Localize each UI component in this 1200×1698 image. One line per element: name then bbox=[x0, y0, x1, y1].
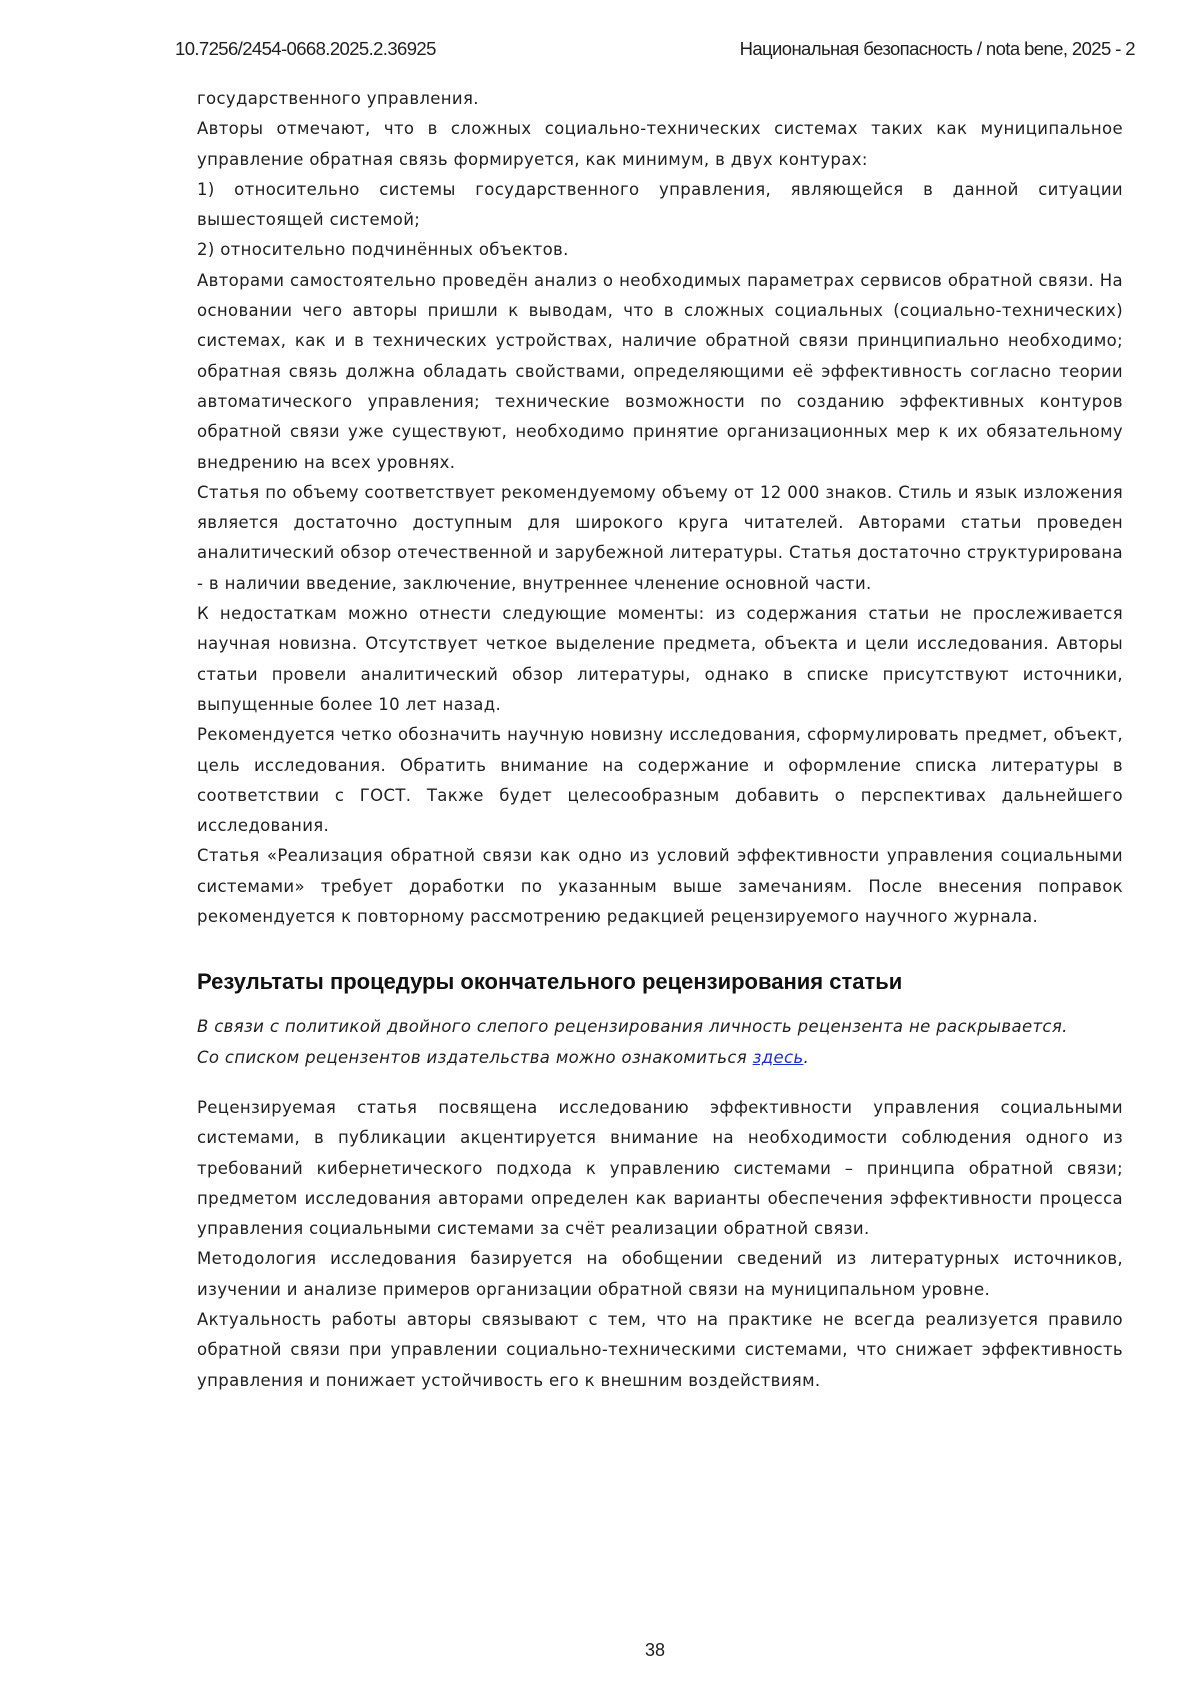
section-heading: Результаты процедуры окончательного рецензирования статьи bbox=[197, 969, 903, 995]
paragraph: Статья «Реализация обратной связи как одно из условий эффективности управления социальными системами» требует доработки по указанным выше замечаниям. После внесения поправок рекомендуется к повторному рассмотрению редакцией рецензируемого научного журнала. bbox=[197, 846, 1123, 927]
paragraph: Методология исследования базируется на обобщении сведений из литературных источников, изучении и анализе примеров организации обратной связи на муниципальном уровне. bbox=[197, 1249, 1123, 1299]
page-number: 38 bbox=[644, 1640, 666, 1660]
review-content bbox=[197, 84, 1123, 1396]
paragraph: К недостаткам можно отнести следующие моменты: из содержания статьи не прослеживается научная новизна. Отсутствует четкое выделение предмета, объекта и цели исследования. Авторы статьи провели аналитический обзор литературы, однако в списке присутствуют источники, выпущенные более 10 лет назад. bbox=[197, 604, 1123, 714]
reviewers-list-notice bbox=[197, 1043, 1123, 1073]
paragraph: Актуальность работы авторы связывают с тем, что на практике не всегда реализуется правило обратной связи при управлении социально-техническими системами, что снижает эффективность управления и понижает устойчивость его к внешним воздействиям. bbox=[197, 1309, 1123, 1390]
reviewers-text-end: . bbox=[803, 1047, 810, 1067]
paragraph: государственного управления. bbox=[197, 89, 479, 108]
journal-issue: Национальная безопасность / nota bene, 2025 - 2 bbox=[739, 38, 1135, 59]
paragraph: Рекомендуется четко обозначить научную новизну исследования, сформулировать предмет, объект, цель исследования. Обратить внимание на содержание и оформление списка литературы в соответствии с ГОСТ. Также будет целесообразным добавить о перспективах дальнейшего исследования. bbox=[197, 725, 1123, 836]
paragraph: Рецензируемая статья посвящена исследованию эффективности управления социальными системами, в публикации акцентируется внимание на необходимости соблюдения одного из требований кибернетического подхода к управлению системами – принципа обратной связи; предметом исследования авторами определен как варианты обеспечения эффективности процесса управления социальными системами за счёт реализации обратной связи. bbox=[197, 1097, 1123, 1239]
paragraph: Статья по объему соответствует рекомендуемому объему от 12 000 знаков. Стиль и язык изложения является достаточно доступным для широкого круга читателей. Авторами статьи проведен аналитический обзор отечественной и зарубежной литературы. Статья достаточно структурирована - в наличии введение, заключение, внутреннее членение основной части. bbox=[197, 482, 1123, 593]
reviewers-text: Со списком рецензентов издательства можно ознакомиться bbox=[197, 1047, 753, 1067]
paragraph: Авторы отмечают, что в сложных социально-технических системах таких как муниципальное управление обратная связь формируется, как минимум, в двух контурах: bbox=[197, 119, 1123, 169]
list-item: 2) относительно подчинённых объектов. bbox=[197, 240, 569, 260]
paragraph: Авторами самостоятельно проведён анализ о необходимых параметрах сервисов обратной связи. На основании чего авторы пришли к выводам, что в сложных социальных (социально-технических) системах, как и в технических устройствах, наличие обратной связи принципиально необходимо; обратная связь должна обладать свойствами, определяющими её эффективность согласно теории автоматического управления; технические возможности по созданию эффективных контуров обратной связи уже существуют, необходимо принятие организационных мер к их обязательному внедрению на всех уровнях. bbox=[197, 270, 1123, 472]
prior-review-section bbox=[197, 84, 1123, 932]
reviewers-link[interactable]: здесь bbox=[752, 1047, 804, 1067]
blind-review-notice: В связи с политикой двойного слепого рецензирования личность рецензента не раскрывается. bbox=[197, 1017, 1068, 1037]
running-header bbox=[175, 38, 1135, 62]
list-item: 1) относительно системы государственного управления, являющейся в данной ситуации вышестоящей системой; bbox=[197, 179, 1123, 230]
final-review-body bbox=[197, 1093, 1123, 1396]
review-policy-note bbox=[197, 1012, 1123, 1073]
article-doi: 10.7256/2454-0668.2025.2.36925 bbox=[175, 38, 436, 59]
